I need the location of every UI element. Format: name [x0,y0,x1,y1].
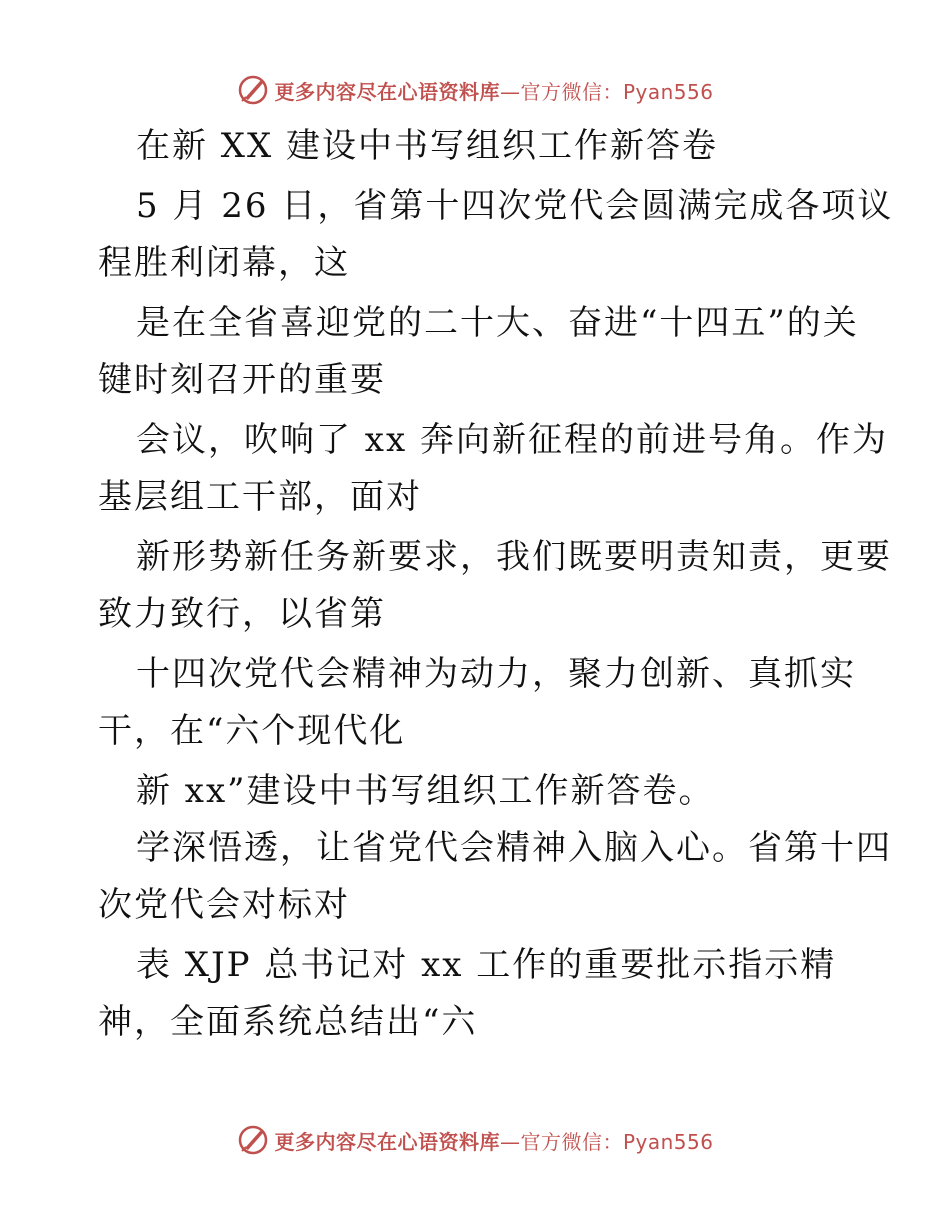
banner-text [274,1126,713,1155]
banner-text [274,76,713,105]
banner-wechat-text: 官方微信：Pyan556 [520,1129,714,1154]
paragraph-line: 次党代会对标对 [98,885,350,925]
document-title: 在新 XX 建设中书写组织工作新答卷 [136,126,719,166]
banner-main-text: 更多内容尽在心语资料库 [274,1129,500,1154]
paragraph-line: 键时刻召开的重要 [98,360,386,400]
header-banner [0,72,950,108]
quill-logo-icon [236,1123,270,1157]
paragraph-line: 是在全省喜迎党的二十大、奋进“十四五”的关 [136,303,859,343]
paragraph-line: 表 XJP 总书记对 xx 工作的重要批示指示精 [136,945,837,985]
paragraph-line: 会议，吹响了 xx 奔向新征程的前进号角。作为 [136,420,888,460]
paragraph-line: 致力致行，以省第 [98,594,386,634]
quill-logo-icon [236,73,270,107]
paragraph-line: 基层组工干部，面对 [98,477,422,517]
paragraph-line: 干，在“六个现代化 [98,711,406,751]
banner-wechat-text: 官方微信：Pyan556 [520,79,714,104]
banner-main-text: 更多内容尽在心语资料库 [274,79,500,104]
banner-separator: — [499,1129,521,1154]
paragraph-line: 新 xx”建设中书写组织工作新答卷。 [136,771,715,811]
paragraph-line: 程胜利闭幕，这 [98,243,350,283]
paragraph-line: 学深悟透，让省党代会精神入脑入心。省第十四 [136,828,892,868]
paragraph-line: 十四次党代会精神为动力，聚力创新、真抓实 [136,654,856,694]
paragraph-line: 神，全面系统总结出“六 [98,1002,478,1042]
banner-separator: — [499,79,521,104]
paragraph-line: 5 月 26 日，省第十四次党代会圆满完成各项议 [136,186,894,226]
paragraph-line: 新形势新任务新要求，我们既要明责知责，更要 [136,537,892,577]
footer-banner [0,1122,950,1158]
